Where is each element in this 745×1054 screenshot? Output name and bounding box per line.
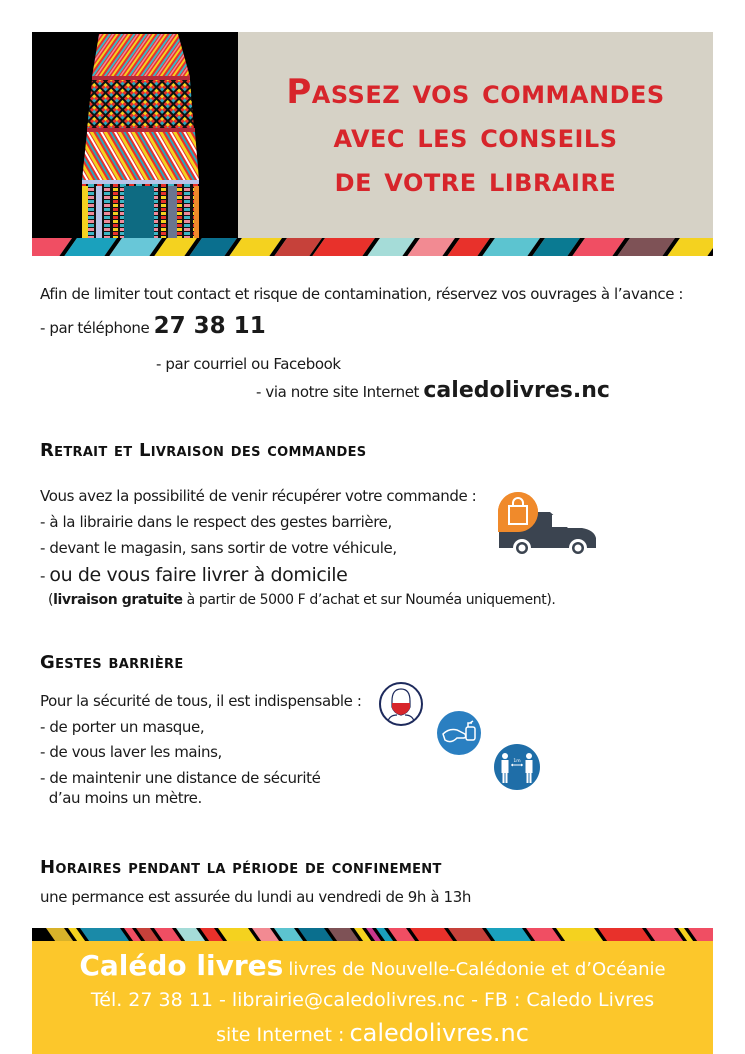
footer-brand-line — [32, 949, 713, 982]
website-line — [256, 378, 610, 403]
decorative-stripe-band — [32, 238, 713, 256]
horaires-text: une permance est assurée du lundi au vendredi de 9h à 13h — [40, 888, 471, 906]
hand-wash-icon — [436, 710, 482, 756]
gestes-item-3-cont: d’au moins un mètre. — [40, 789, 202, 807]
distance-icon — [493, 743, 541, 791]
tribal-art-image — [32, 32, 238, 238]
svg-text:1m: 1m — [513, 759, 521, 764]
footer-site-link[interactable]: caledolivres.nc — [349, 1019, 529, 1047]
phone-label: - par téléphone — [40, 319, 150, 337]
website-link[interactable]: caledolivres.nc — [423, 378, 610, 403]
retrait-delivery — [40, 566, 347, 585]
website-label: - via notre site Internet — [256, 383, 420, 401]
free-delivery-label: livraison gratuite — [53, 592, 183, 608]
banner-title-line-3: de votre libraire — [334, 160, 617, 200]
delivery-note — [48, 591, 555, 609]
gestes-item-1: - de porter un masque, — [40, 718, 205, 736]
footer — [32, 927, 713, 1054]
phone-number: 27 38 11 — [153, 313, 266, 339]
delivery-line: ou de vous faire livrer à domicile — [49, 564, 348, 586]
banner-title — [238, 70, 713, 202]
banner-title-line-2: avec les conseils — [333, 116, 618, 156]
delivery-dash: - — [40, 567, 46, 585]
header-banner — [32, 32, 713, 256]
gestes-heading: Gestes barrière — [40, 652, 184, 673]
retrait-item-2: - devant le magasin, sans sortir de votre véhicule, — [40, 539, 397, 557]
note-open-paren: ( — [48, 592, 54, 608]
phone-line — [40, 313, 266, 339]
gestes-item-2: - de vous laver les mains, — [40, 743, 222, 761]
retrait-heading: Retrait et Livraison des commandes — [40, 440, 367, 461]
email-facebook-line: - par courriel ou Facebook — [156, 355, 341, 373]
retrait-lead: Vous avez la possibilité de venir récupérer votre commande : — [40, 487, 477, 505]
footer-site-line — [32, 1019, 713, 1047]
gestes-lead: Pour la sécurité de tous, il est indispensable : — [40, 692, 362, 710]
footer-contact: Tél. 27 38 11 - librairie@caledolivres.nc - FB : Caledo Livres — [90, 989, 655, 1011]
horaires-heading: Horaires pendant la période de confinement — [40, 857, 442, 878]
footer-tagline: livres de Nouvelle-Calédonie et d’Océanie — [288, 959, 666, 980]
retrait-item-1: - à la librairie dans le respect des gestes barrière, — [40, 513, 392, 531]
footer-brand: Calédo livres — [79, 949, 284, 982]
gestes-item-3: - de maintenir une distance de sécurité — [40, 769, 321, 787]
banner-title-line-1: Passez vos commandes — [286, 72, 665, 112]
mask-icon — [378, 681, 424, 727]
footer-stripe-band — [32, 927, 713, 941]
delivery-note-rest: à partir de 5000 F d’achat et sur Nouméa uniquement). — [182, 592, 556, 608]
footer-site-label: site Internet : — [216, 1024, 345, 1046]
intro-lead: Afin de limiter tout contact et risque de contamination, réservez vos ouvrages à l’avance : — [40, 285, 684, 303]
footer-contact-box — [32, 941, 713, 1054]
car-shopping-bag-icon — [494, 490, 609, 560]
